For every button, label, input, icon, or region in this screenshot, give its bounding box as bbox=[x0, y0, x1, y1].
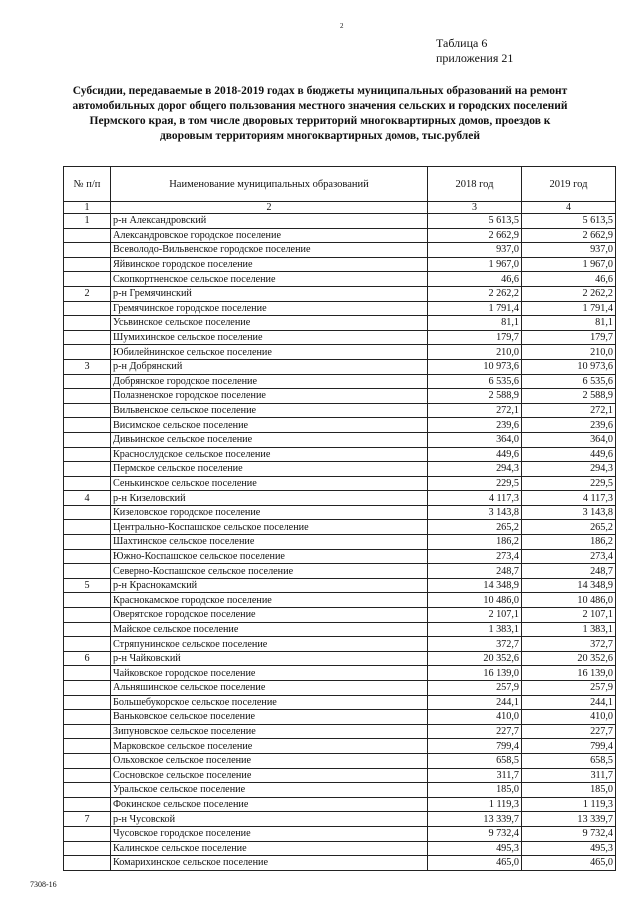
row-value-2019: 20 352,6 bbox=[522, 651, 616, 666]
row-name: р-н Добрянский bbox=[111, 359, 428, 374]
row-number bbox=[64, 549, 111, 564]
row-number bbox=[64, 301, 111, 316]
row-number: 5 bbox=[64, 578, 111, 593]
col-number: 4 bbox=[522, 202, 616, 214]
row-value-2018: 4 117,3 bbox=[428, 491, 522, 506]
row-value-2018: 3 143,8 bbox=[428, 505, 522, 520]
row-number bbox=[64, 403, 111, 418]
row-name: Майское сельское поселение bbox=[111, 622, 428, 637]
row-value-2019: 248,7 bbox=[522, 564, 616, 579]
row-name: Гремячинское городское поселение bbox=[111, 301, 428, 316]
row-value-2018: 10 486,0 bbox=[428, 593, 522, 608]
row-value-2018: 20 352,6 bbox=[428, 651, 522, 666]
row-value-2018: 227,7 bbox=[428, 724, 522, 739]
row-name: Вильвенское сельское поселение bbox=[111, 403, 428, 418]
table-row bbox=[64, 330, 616, 345]
table-row bbox=[64, 608, 616, 623]
row-value-2019: 229,5 bbox=[522, 476, 616, 491]
table-row bbox=[64, 520, 616, 535]
table-row bbox=[64, 564, 616, 579]
row-name: Полазненское городское поселение bbox=[111, 389, 428, 404]
row-name: Шумихинское сельское поселение bbox=[111, 330, 428, 345]
row-value-2019: 16 139,0 bbox=[522, 666, 616, 681]
row-value-2019: 2 262,2 bbox=[522, 286, 616, 301]
row-number bbox=[64, 272, 111, 287]
row-value-2019: 1 967,0 bbox=[522, 257, 616, 272]
row-name: Большебукорское сельское поселение bbox=[111, 695, 428, 710]
appendix-number: приложения 21 bbox=[436, 51, 514, 65]
table-row bbox=[64, 301, 616, 316]
table-label-block bbox=[436, 36, 513, 66]
table-row bbox=[64, 359, 616, 374]
table-body bbox=[64, 167, 616, 871]
row-number: 6 bbox=[64, 651, 111, 666]
row-value-2019: 1 383,1 bbox=[522, 622, 616, 637]
row-number bbox=[64, 462, 111, 477]
subsidy-table bbox=[63, 166, 616, 871]
row-name: Уральское сельское поселение bbox=[111, 783, 428, 798]
row-value-2019: 10 973,6 bbox=[522, 359, 616, 374]
row-value-2018: 1 967,0 bbox=[428, 257, 522, 272]
table-row bbox=[64, 345, 616, 360]
row-value-2018: 257,9 bbox=[428, 681, 522, 696]
row-number bbox=[64, 608, 111, 623]
row-value-2018: 311,7 bbox=[428, 768, 522, 783]
row-name: Оверятское городское поселение bbox=[111, 608, 428, 623]
row-value-2019: 186,2 bbox=[522, 535, 616, 550]
row-name: Кизеловское городское поселение bbox=[111, 505, 428, 520]
table-row bbox=[64, 228, 616, 243]
row-number: 4 bbox=[64, 491, 111, 506]
row-number bbox=[64, 330, 111, 345]
row-value-2019: 410,0 bbox=[522, 710, 616, 725]
row-value-2019: 244,1 bbox=[522, 695, 616, 710]
row-value-2018: 13 339,7 bbox=[428, 812, 522, 827]
row-value-2018: 1 119,3 bbox=[428, 797, 522, 812]
row-value-2019: 311,7 bbox=[522, 768, 616, 783]
row-number bbox=[64, 374, 111, 389]
row-value-2019: 272,1 bbox=[522, 403, 616, 418]
row-value-2018: 410,0 bbox=[428, 710, 522, 725]
row-value-2018: 210,0 bbox=[428, 345, 522, 360]
row-value-2018: 272,1 bbox=[428, 403, 522, 418]
row-name: Ольховское сельское поселение bbox=[111, 753, 428, 768]
row-name: Шахтинское сельское поселение bbox=[111, 535, 428, 550]
row-value-2019: 273,4 bbox=[522, 549, 616, 564]
row-number bbox=[64, 666, 111, 681]
table-row bbox=[64, 666, 616, 681]
row-name: Пермское сельское поселение bbox=[111, 462, 428, 477]
row-value-2018: 9 732,4 bbox=[428, 826, 522, 841]
table-row bbox=[64, 812, 616, 827]
row-value-2018: 248,7 bbox=[428, 564, 522, 579]
row-name: Висимское сельское поселение bbox=[111, 418, 428, 433]
table-row bbox=[64, 243, 616, 258]
table-row bbox=[64, 418, 616, 433]
row-name: Южно-Коспашское сельское поселение bbox=[111, 549, 428, 564]
row-number bbox=[64, 476, 111, 491]
row-number bbox=[64, 257, 111, 272]
row-number bbox=[64, 710, 111, 725]
row-value-2019: 239,6 bbox=[522, 418, 616, 433]
row-value-2019: 449,6 bbox=[522, 447, 616, 462]
table-row bbox=[64, 432, 616, 447]
row-name: Скопкортненское сельское поселение bbox=[111, 272, 428, 287]
row-value-2018: 14 348,9 bbox=[428, 578, 522, 593]
row-name: Чайковское городское поселение bbox=[111, 666, 428, 681]
row-number bbox=[64, 753, 111, 768]
row-name: Всеволодо-Вильвенское городское поселение bbox=[111, 243, 428, 258]
table-row bbox=[64, 593, 616, 608]
row-value-2019: 372,7 bbox=[522, 637, 616, 652]
row-value-2018: 5 613,5 bbox=[428, 214, 522, 229]
table-row bbox=[64, 724, 616, 739]
table-row bbox=[64, 286, 616, 301]
table-row bbox=[64, 797, 616, 812]
table-row bbox=[64, 651, 616, 666]
table-row bbox=[64, 681, 616, 696]
row-value-2018: 294,3 bbox=[428, 462, 522, 477]
row-value-2018: 179,7 bbox=[428, 330, 522, 345]
row-name: Стряпунинское сельское поселение bbox=[111, 637, 428, 652]
row-number bbox=[64, 681, 111, 696]
row-value-2018: 364,0 bbox=[428, 432, 522, 447]
table-row bbox=[64, 622, 616, 637]
row-value-2019: 179,7 bbox=[522, 330, 616, 345]
table-row bbox=[64, 257, 616, 272]
row-number bbox=[64, 797, 111, 812]
row-number bbox=[64, 768, 111, 783]
row-value-2018: 6 535,6 bbox=[428, 374, 522, 389]
row-value-2018: 2 107,1 bbox=[428, 608, 522, 623]
row-value-2019: 1 791,4 bbox=[522, 301, 616, 316]
table-number: Таблица 6 bbox=[436, 36, 488, 50]
row-name: р-н Чайковский bbox=[111, 651, 428, 666]
table-row bbox=[64, 374, 616, 389]
row-value-2018: 10 973,6 bbox=[428, 359, 522, 374]
row-number bbox=[64, 243, 111, 258]
row-name: Сенькинское сельское поселение bbox=[111, 476, 428, 491]
row-name: Сосновское сельское поселение bbox=[111, 768, 428, 783]
row-value-2018: 273,4 bbox=[428, 549, 522, 564]
row-number bbox=[64, 724, 111, 739]
row-name: р-н Александровский bbox=[111, 214, 428, 229]
row-value-2018: 1 791,4 bbox=[428, 301, 522, 316]
row-name: Калинское сельское поселение bbox=[111, 841, 428, 856]
row-value-2018: 81,1 bbox=[428, 316, 522, 331]
row-value-2018: 2 262,2 bbox=[428, 286, 522, 301]
row-value-2018: 799,4 bbox=[428, 739, 522, 754]
row-value-2019: 4 117,3 bbox=[522, 491, 616, 506]
table-row bbox=[64, 826, 616, 841]
row-value-2018: 937,0 bbox=[428, 243, 522, 258]
row-value-2018: 239,6 bbox=[428, 418, 522, 433]
row-number bbox=[64, 826, 111, 841]
row-number bbox=[64, 739, 111, 754]
row-name: Яйвинское городское поселение bbox=[111, 257, 428, 272]
header-2018: 2018 год bbox=[428, 167, 522, 202]
row-value-2019: 46,6 bbox=[522, 272, 616, 287]
row-name: Юбилейнинское сельское поселение bbox=[111, 345, 428, 360]
row-number: 3 bbox=[64, 359, 111, 374]
row-name: Марковское сельское поселение bbox=[111, 739, 428, 754]
row-value-2018: 229,5 bbox=[428, 476, 522, 491]
row-number: 2 bbox=[64, 286, 111, 301]
row-value-2019: 495,3 bbox=[522, 841, 616, 856]
row-number bbox=[64, 695, 111, 710]
row-name: Северно-Коспашское сельское поселение bbox=[111, 564, 428, 579]
footer-code: 7308-16 bbox=[30, 880, 57, 889]
row-value-2019: 14 348,9 bbox=[522, 578, 616, 593]
row-number bbox=[64, 841, 111, 856]
table-row bbox=[64, 578, 616, 593]
row-value-2019: 257,9 bbox=[522, 681, 616, 696]
row-value-2018: 465,0 bbox=[428, 856, 522, 871]
row-value-2019: 658,5 bbox=[522, 753, 616, 768]
row-number bbox=[64, 856, 111, 871]
row-number bbox=[64, 345, 111, 360]
row-name: р-н Гремячинский bbox=[111, 286, 428, 301]
table-row bbox=[64, 739, 616, 754]
col-number: 1 bbox=[64, 202, 111, 214]
row-name: Комарихинское сельское поселение bbox=[111, 856, 428, 871]
table-row bbox=[64, 753, 616, 768]
row-value-2018: 186,2 bbox=[428, 535, 522, 550]
table-row bbox=[64, 447, 616, 462]
row-number bbox=[64, 564, 111, 579]
row-name: Усьвинское сельское поселение bbox=[111, 316, 428, 331]
table-row bbox=[64, 491, 616, 506]
row-value-2019: 294,3 bbox=[522, 462, 616, 477]
row-value-2018: 2 588,9 bbox=[428, 389, 522, 404]
header-2019: 2019 год bbox=[522, 167, 616, 202]
column-number-row bbox=[64, 202, 616, 214]
row-value-2019: 2 107,1 bbox=[522, 608, 616, 623]
row-number: 7 bbox=[64, 812, 111, 827]
row-value-2019: 2 588,9 bbox=[522, 389, 616, 404]
row-name: Центрально-Коспашское сельское поселение bbox=[111, 520, 428, 535]
row-value-2019: 6 535,6 bbox=[522, 374, 616, 389]
table-row bbox=[64, 214, 616, 229]
row-number bbox=[64, 389, 111, 404]
row-number bbox=[64, 593, 111, 608]
table-row bbox=[64, 476, 616, 491]
table-row bbox=[64, 783, 616, 798]
row-number bbox=[64, 432, 111, 447]
row-number bbox=[64, 228, 111, 243]
table-row bbox=[64, 695, 616, 710]
row-value-2018: 265,2 bbox=[428, 520, 522, 535]
row-value-2019: 210,0 bbox=[522, 345, 616, 360]
header-num: № п/п bbox=[64, 167, 111, 202]
row-name: Дивьинское сельское поселение bbox=[111, 432, 428, 447]
table-row bbox=[64, 549, 616, 564]
row-number: 1 bbox=[64, 214, 111, 229]
row-name: Краснослудское сельское поселение bbox=[111, 447, 428, 462]
table-row bbox=[64, 710, 616, 725]
row-name: Альняшинское сельское поселение bbox=[111, 681, 428, 696]
col-number: 3 bbox=[428, 202, 522, 214]
document-title: Субсидии, передаваемые в 2018-2019 годах в бюджеты муниципальных образований на ремонт автомобильных дорог общего пользования местного значения сельских и городских поселений Пермского края, в том числе дворовых территорий многоквартирных домов, проездов к дворовым территориям многоквартирных домов, тыс.рублей bbox=[72, 85, 568, 142]
table-row bbox=[64, 389, 616, 404]
row-value-2018: 372,7 bbox=[428, 637, 522, 652]
row-value-2019: 265,2 bbox=[522, 520, 616, 535]
row-value-2019: 13 339,7 bbox=[522, 812, 616, 827]
table-row bbox=[64, 841, 616, 856]
row-name: р-н Чусовской bbox=[111, 812, 428, 827]
col-number: 2 bbox=[111, 202, 428, 214]
row-value-2019: 10 486,0 bbox=[522, 593, 616, 608]
row-number bbox=[64, 447, 111, 462]
row-number bbox=[64, 505, 111, 520]
header-row bbox=[64, 167, 616, 202]
row-value-2018: 185,0 bbox=[428, 783, 522, 798]
row-value-2018: 244,1 bbox=[428, 695, 522, 710]
row-value-2019: 9 732,4 bbox=[522, 826, 616, 841]
row-number bbox=[64, 316, 111, 331]
row-name: р-н Краснокамский bbox=[111, 578, 428, 593]
row-number bbox=[64, 622, 111, 637]
row-value-2019: 937,0 bbox=[522, 243, 616, 258]
table-row bbox=[64, 856, 616, 871]
row-value-2019: 2 662,9 bbox=[522, 228, 616, 243]
row-name: Краснокамское городское поселение bbox=[111, 593, 428, 608]
row-name: р-н Кизеловский bbox=[111, 491, 428, 506]
row-value-2018: 449,6 bbox=[428, 447, 522, 462]
row-name: Фокинское сельское поселение bbox=[111, 797, 428, 812]
row-name: Зипуновское сельское поселение bbox=[111, 724, 428, 739]
table-row bbox=[64, 637, 616, 652]
row-value-2019: 1 119,3 bbox=[522, 797, 616, 812]
row-value-2018: 495,3 bbox=[428, 841, 522, 856]
row-number bbox=[64, 783, 111, 798]
row-name: Ваньковское сельское поселение bbox=[111, 710, 428, 725]
row-value-2018: 46,6 bbox=[428, 272, 522, 287]
row-value-2019: 185,0 bbox=[522, 783, 616, 798]
row-value-2018: 1 383,1 bbox=[428, 622, 522, 637]
row-name: Чусовское городское поселение bbox=[111, 826, 428, 841]
row-value-2018: 16 139,0 bbox=[428, 666, 522, 681]
row-value-2019: 799,4 bbox=[522, 739, 616, 754]
row-value-2018: 658,5 bbox=[428, 753, 522, 768]
row-value-2019: 81,1 bbox=[522, 316, 616, 331]
row-name: Добрянское городское поселение bbox=[111, 374, 428, 389]
row-number bbox=[64, 535, 111, 550]
row-value-2019: 465,0 bbox=[522, 856, 616, 871]
table-row bbox=[64, 535, 616, 550]
row-value-2019: 3 143,8 bbox=[522, 505, 616, 520]
table-row bbox=[64, 272, 616, 287]
row-value-2019: 5 613,5 bbox=[522, 214, 616, 229]
row-value-2019: 364,0 bbox=[522, 432, 616, 447]
table-row bbox=[64, 768, 616, 783]
row-number bbox=[64, 520, 111, 535]
row-name: Александровское городское поселение bbox=[111, 228, 428, 243]
table-row bbox=[64, 316, 616, 331]
row-number bbox=[64, 637, 111, 652]
row-value-2018: 2 662,9 bbox=[428, 228, 522, 243]
header-name: Наименование муниципальных образований bbox=[111, 167, 428, 202]
table-row bbox=[64, 462, 616, 477]
page-mark: 2 bbox=[340, 22, 344, 30]
row-number bbox=[64, 418, 111, 433]
row-value-2019: 227,7 bbox=[522, 724, 616, 739]
table-row bbox=[64, 403, 616, 418]
table-row bbox=[64, 505, 616, 520]
